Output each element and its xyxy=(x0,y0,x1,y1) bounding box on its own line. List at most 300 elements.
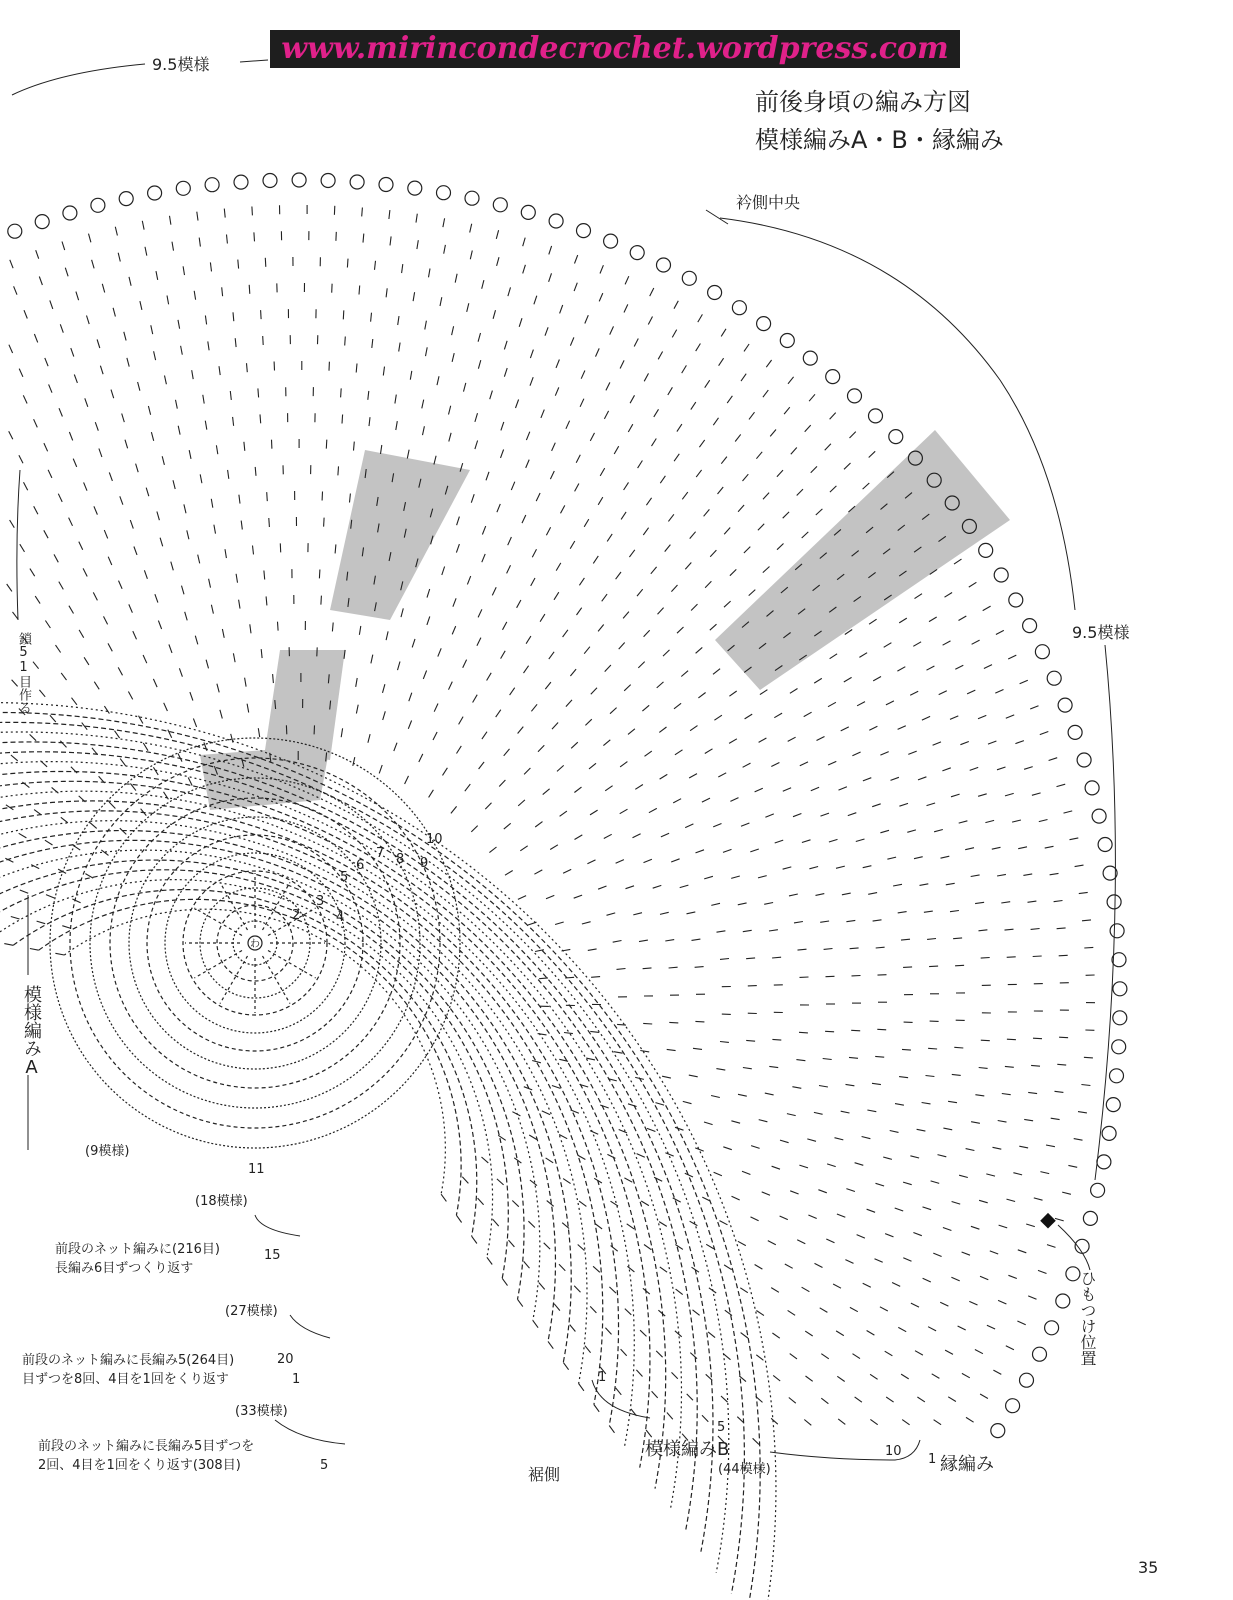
stitch xyxy=(1018,1250,1027,1253)
stitch xyxy=(347,259,348,268)
stitch xyxy=(62,242,65,251)
stitch xyxy=(644,373,648,381)
stitch xyxy=(142,221,144,230)
stitch xyxy=(758,876,767,878)
stitch xyxy=(555,922,564,925)
stitch xyxy=(886,1397,893,1402)
stitch xyxy=(624,685,631,691)
scallop xyxy=(205,178,219,192)
scallop xyxy=(1102,1126,1116,1140)
stitch xyxy=(263,336,264,345)
stitch xyxy=(560,811,567,816)
stitch xyxy=(951,1277,959,1281)
stitch xyxy=(111,390,114,399)
stitch xyxy=(589,763,596,769)
stitch xyxy=(927,939,936,940)
stitch xyxy=(498,1135,506,1140)
stitch xyxy=(600,468,605,476)
stitch xyxy=(867,1331,875,1336)
stitch xyxy=(1030,706,1038,709)
stitch xyxy=(577,608,582,615)
stitch xyxy=(1023,874,1032,876)
stitch xyxy=(478,1198,484,1205)
stitch xyxy=(220,710,222,719)
stitch xyxy=(575,484,579,492)
stitch xyxy=(587,860,595,864)
stitch xyxy=(830,486,837,492)
stitch xyxy=(928,1327,936,1331)
stitch xyxy=(497,504,500,512)
stitch xyxy=(640,1051,649,1052)
stitch xyxy=(996,630,1004,634)
stitch xyxy=(705,380,710,388)
stitch xyxy=(523,265,526,274)
stitch xyxy=(972,640,980,644)
stitch xyxy=(496,230,498,239)
stitch xyxy=(249,285,250,294)
stitch xyxy=(536,493,540,501)
stitch xyxy=(673,799,681,803)
arc-row xyxy=(0,791,634,1446)
stitch xyxy=(10,260,13,268)
stitch xyxy=(743,763,751,767)
stitch xyxy=(934,830,943,832)
stitch xyxy=(172,242,174,251)
stitch xyxy=(759,1120,768,1122)
stitch xyxy=(901,939,910,940)
stitch xyxy=(802,1287,810,1292)
stitch xyxy=(539,978,548,979)
stitch xyxy=(1012,820,1021,822)
stitch xyxy=(231,734,233,743)
stitch xyxy=(805,1331,813,1336)
scallop xyxy=(780,334,794,348)
stitch xyxy=(1038,1270,1047,1273)
stitch xyxy=(128,692,132,700)
stitch xyxy=(192,370,194,379)
stitch xyxy=(97,339,100,348)
stitch xyxy=(913,1233,921,1236)
stitch xyxy=(1002,1094,1011,1095)
stitch xyxy=(731,1121,740,1123)
scallop xyxy=(437,186,451,200)
stitch xyxy=(724,1265,732,1270)
stitch xyxy=(877,1029,886,1030)
stitch xyxy=(614,446,619,454)
scallop xyxy=(826,370,840,384)
stitch xyxy=(467,303,469,312)
stitch xyxy=(335,544,336,553)
stitch xyxy=(36,250,39,259)
stitch xyxy=(563,630,568,637)
stitch xyxy=(129,604,133,612)
stitch xyxy=(696,344,701,352)
stitch xyxy=(629,550,634,557)
stitch xyxy=(443,768,448,776)
stitch xyxy=(643,528,648,535)
stitch xyxy=(880,1307,888,1311)
stitch xyxy=(1019,1146,1028,1148)
note-row-15-line2: 長編み6目ずつくり返す xyxy=(55,1261,194,1276)
stitch xyxy=(129,277,131,286)
stitch xyxy=(83,568,87,576)
stitch xyxy=(390,236,391,245)
stitch xyxy=(61,817,68,823)
stitch xyxy=(630,395,634,403)
stitch xyxy=(838,1419,845,1425)
stitch xyxy=(652,439,657,447)
stitch xyxy=(920,884,929,886)
stitch xyxy=(984,665,992,669)
stitch xyxy=(682,492,688,499)
stitch xyxy=(585,315,589,323)
stitch xyxy=(979,1068,988,1069)
stitch xyxy=(660,476,665,483)
stitch xyxy=(359,626,360,635)
stitch xyxy=(523,238,526,247)
stitch xyxy=(933,742,941,745)
stitch xyxy=(824,949,833,950)
stitch xyxy=(470,251,472,260)
stitch xyxy=(173,480,175,489)
stitch xyxy=(738,1241,746,1245)
stitch xyxy=(119,581,123,589)
scallop xyxy=(604,234,618,248)
stitch xyxy=(717,931,726,932)
stitch xyxy=(104,530,107,538)
stitch xyxy=(836,1331,844,1336)
stitch xyxy=(539,1283,545,1290)
stitch xyxy=(696,850,705,853)
stitch xyxy=(611,1246,618,1252)
stitch xyxy=(520,846,527,851)
stitch xyxy=(652,1391,658,1398)
stitch xyxy=(676,1289,683,1295)
stitch xyxy=(136,464,139,473)
stitch xyxy=(1057,928,1066,929)
stitch xyxy=(766,360,771,367)
scallop xyxy=(465,191,479,205)
stitch xyxy=(723,849,732,852)
stitch xyxy=(978,715,986,718)
stitch xyxy=(765,1093,774,1095)
stitch xyxy=(65,268,68,277)
stitch xyxy=(579,578,584,585)
stitch xyxy=(449,682,453,690)
stitch xyxy=(756,1311,764,1316)
stitch xyxy=(449,406,451,415)
stitch xyxy=(980,1394,988,1399)
stitch xyxy=(462,1177,468,1184)
stitch xyxy=(875,1056,884,1057)
stitch xyxy=(685,1173,693,1177)
stitch xyxy=(570,337,574,345)
stitch xyxy=(503,622,507,630)
stitch xyxy=(846,1189,855,1192)
stitch xyxy=(951,794,960,797)
scallop xyxy=(148,186,162,200)
stitch xyxy=(693,1310,700,1316)
stitch xyxy=(997,874,1006,876)
scallop xyxy=(1068,725,1082,739)
stitch xyxy=(687,912,696,914)
stitch xyxy=(718,487,724,494)
stitch xyxy=(162,456,164,465)
stitch xyxy=(667,1049,676,1050)
stitch xyxy=(253,546,254,555)
stitch xyxy=(1039,820,1048,822)
stitch xyxy=(774,713,782,718)
stitch xyxy=(983,606,991,611)
stitch xyxy=(738,1094,747,1096)
stitch xyxy=(437,376,439,385)
stitch xyxy=(530,1180,537,1186)
stitch xyxy=(742,1171,750,1174)
scallop xyxy=(657,258,671,272)
stitch xyxy=(873,920,882,921)
stitch xyxy=(409,693,412,702)
stitch xyxy=(72,698,77,705)
stitch xyxy=(721,457,727,464)
stitch xyxy=(30,949,39,951)
stitch xyxy=(84,482,87,490)
stitch xyxy=(479,762,485,769)
stitch xyxy=(941,856,950,858)
stitch xyxy=(950,716,958,720)
stitch xyxy=(605,665,611,672)
arc-row xyxy=(0,870,508,1279)
stitch xyxy=(955,965,964,966)
stitch xyxy=(501,651,506,659)
stitch xyxy=(62,926,71,929)
stitch xyxy=(737,1417,744,1423)
stitch xyxy=(719,358,724,366)
stitch xyxy=(549,273,552,282)
stitch xyxy=(899,618,907,623)
stitch xyxy=(617,1024,626,1025)
scallop xyxy=(1006,1399,1020,1413)
stitch xyxy=(749,412,755,419)
stitch xyxy=(641,1201,649,1206)
stitch xyxy=(501,422,504,431)
stitch xyxy=(440,297,442,306)
stitch xyxy=(772,1333,779,1338)
stitch xyxy=(590,1031,599,1032)
stitch xyxy=(913,642,921,647)
stitch xyxy=(386,288,387,297)
stitch xyxy=(809,867,818,869)
stitch xyxy=(938,1155,947,1157)
stitch xyxy=(959,1175,968,1177)
center-row-10: 10 xyxy=(426,832,443,847)
stitch xyxy=(1028,1092,1037,1093)
stitch xyxy=(227,235,228,244)
stitch xyxy=(570,669,576,676)
stitch xyxy=(999,1225,1008,1228)
stitch xyxy=(923,1278,931,1282)
stitch xyxy=(258,728,259,737)
stitch xyxy=(463,660,467,668)
stitch xyxy=(85,398,88,407)
stitch xyxy=(419,754,423,762)
stitch xyxy=(931,1181,940,1184)
stitch xyxy=(343,310,344,319)
stitch xyxy=(260,414,261,423)
stitch xyxy=(151,325,153,334)
stitch xyxy=(763,390,768,397)
stitch xyxy=(565,977,574,978)
stitch xyxy=(751,1217,759,1221)
row-number-10: 10 xyxy=(885,1444,902,1459)
stitch xyxy=(600,1105,609,1108)
stitch xyxy=(396,421,398,430)
stitch xyxy=(927,803,936,806)
stitch xyxy=(522,515,526,523)
scallop xyxy=(630,246,644,260)
stitch xyxy=(653,885,662,888)
stitch xyxy=(540,614,545,622)
stitch xyxy=(118,253,120,262)
stitch xyxy=(883,1157,892,1159)
page-number: 35 xyxy=(1138,1558,1159,1577)
stitch xyxy=(433,732,437,740)
stitch xyxy=(238,260,239,269)
stitch xyxy=(623,612,629,619)
stitch xyxy=(970,767,979,770)
stitch xyxy=(975,1350,983,1354)
stitch xyxy=(668,387,673,395)
stitch xyxy=(153,679,157,687)
stitch xyxy=(756,452,762,459)
stitch xyxy=(695,1021,704,1022)
stitch xyxy=(952,1202,961,1205)
stitch xyxy=(675,1245,683,1250)
stitch xyxy=(326,440,327,449)
stitch xyxy=(640,1330,646,1336)
stitch xyxy=(638,461,643,469)
stitch xyxy=(590,1131,598,1135)
stitch xyxy=(181,346,183,355)
stitch xyxy=(744,344,749,351)
stitch xyxy=(512,1112,520,1116)
scallop xyxy=(1098,838,1112,852)
stitch xyxy=(819,1086,828,1088)
tie-position-label: ひもつけ位置 xyxy=(1078,1270,1097,1366)
stitch xyxy=(375,261,376,270)
stitch xyxy=(756,1355,763,1361)
stitch xyxy=(807,1139,816,1141)
stitch xyxy=(124,332,126,341)
stitch xyxy=(87,316,90,325)
stitch xyxy=(619,643,625,650)
stitch xyxy=(820,1308,828,1313)
stitch xyxy=(789,894,798,896)
stitch xyxy=(570,1325,576,1332)
stitch xyxy=(593,1266,600,1272)
stitch xyxy=(980,1276,988,1279)
stitch xyxy=(1045,846,1054,848)
stitch xyxy=(104,706,109,714)
stitch xyxy=(1040,732,1049,735)
stitch xyxy=(76,292,79,301)
stitch xyxy=(763,567,770,573)
stitch xyxy=(709,1288,716,1293)
stitch xyxy=(603,740,610,746)
stitch xyxy=(423,671,426,679)
stitch xyxy=(356,678,358,687)
stitch xyxy=(853,1354,861,1359)
stitch xyxy=(613,941,622,943)
stitch xyxy=(657,682,664,688)
stitch xyxy=(971,1226,980,1229)
stitch xyxy=(998,1121,1007,1123)
stitch xyxy=(134,547,137,555)
stitch xyxy=(704,509,710,516)
stitch xyxy=(654,409,659,417)
row-number-20: 20 xyxy=(277,1352,294,1367)
stitch xyxy=(23,395,27,403)
stitch xyxy=(714,715,722,720)
neck-center-label: 衿側中央 xyxy=(736,193,801,212)
stitch xyxy=(499,780,505,787)
stitch xyxy=(975,902,984,903)
stitch xyxy=(660,774,668,779)
stitch xyxy=(633,834,641,838)
stitch xyxy=(591,977,600,978)
stitch xyxy=(526,460,530,468)
stitch xyxy=(898,726,906,730)
stitch xyxy=(585,719,591,725)
stitch xyxy=(120,759,125,766)
stitch xyxy=(665,940,674,941)
stitch xyxy=(457,517,460,526)
stitch xyxy=(784,407,790,414)
stitch xyxy=(981,958,990,959)
stitch xyxy=(109,802,115,809)
stitch xyxy=(10,520,15,528)
stitch xyxy=(518,896,526,900)
stitch xyxy=(987,1325,995,1329)
stitch xyxy=(720,959,729,960)
stitch xyxy=(48,470,52,478)
stitch xyxy=(1028,901,1037,902)
stitch xyxy=(621,512,626,520)
stitch xyxy=(867,1209,876,1212)
stitch xyxy=(524,1261,530,1268)
stitch xyxy=(975,1095,984,1096)
stitch xyxy=(482,1157,489,1163)
stitch xyxy=(501,450,504,458)
stitch xyxy=(607,534,612,542)
stitch xyxy=(278,622,279,631)
stitch xyxy=(582,922,591,924)
stitch xyxy=(985,820,994,822)
tie-position-marker xyxy=(1040,1213,1056,1229)
stitch xyxy=(429,790,434,798)
stitch xyxy=(924,911,933,912)
stitch xyxy=(594,1405,599,1412)
stitch xyxy=(705,581,711,587)
stitch xyxy=(14,286,17,294)
stitch xyxy=(794,922,803,923)
stitch xyxy=(1081,1085,1090,1086)
stitch xyxy=(958,1326,966,1330)
stitch xyxy=(524,768,530,774)
stitch xyxy=(94,506,98,514)
stitch xyxy=(19,455,23,463)
stitch xyxy=(89,234,91,243)
stitch xyxy=(649,808,657,812)
